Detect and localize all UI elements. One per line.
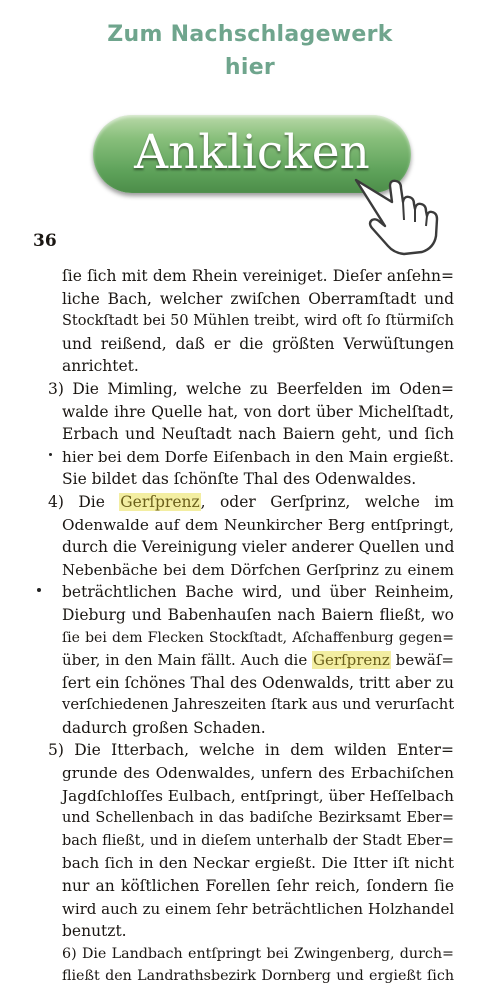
text-line: Jagdſchloſſes Eulbach, entſpringt, über Heſſelbach: [62, 786, 454, 805]
text-line: fließt den Landrathsbezirk Dornberg und ergießt ſich: [62, 968, 454, 985]
text-line: Nebenbäche bei dem Dörfchen Gerſprinz zu einem: [62, 560, 454, 579]
text-line: 3) Die Mimling, welche zu Beerfelden im Oden=: [48, 379, 454, 398]
scan-speck: [37, 588, 41, 592]
page-number: 36: [33, 231, 57, 251]
scan-speck: [49, 453, 52, 456]
text-line: über, in den Main fällt. Auch die Gerſprenz bewäſ=: [62, 651, 454, 670]
text-line: und reißend, daß er die größten Verwüſtungen: [62, 334, 454, 353]
text-line: 5) Die Itterbach, welche in dem wilden Enter=: [48, 741, 454, 760]
search-highlight: Gerſprenz: [313, 651, 390, 670]
text-line: und Schellenbach in das badiſche Bezirksamt Eber=: [62, 810, 454, 827]
text-line: verſchiedenen Jahreszeiten ſtark aus und verurſacht: [62, 696, 455, 714]
text-line: ſie ſich mit dem Rhein vereiniget. Dieſer anſehn=: [62, 267, 454, 285]
text-line: wird auch zu einem ſehr beträchtlichen Holzhandel: [62, 899, 455, 918]
text-line: ſie bei dem Flecken Stockſtadt, Aſchaffenburg gegen=: [62, 629, 454, 646]
text-line: bach fließt, und in dieſem unterhalb der Stadt Eber=: [62, 832, 454, 849]
text-line: 4) Die Gerſprenz, oder Gerſprinz, welche im: [48, 492, 454, 511]
promo-heading: [0, 18, 500, 84]
text-line: liche Bach, welcher zwiſchen Oberramſtadt und: [62, 289, 454, 308]
text-line: nur an köſtlichen Forellen ſehr reich, ſondern ſie: [62, 877, 454, 896]
book-text: [48, 265, 455, 988]
text-line: hier bei dem Dorfe Eiſenbach in den Main ergießt.: [62, 447, 454, 466]
text-line: Odenwalde auf dem Neunkircher Berg entſpringt,: [62, 515, 454, 534]
text-line: durch die Vereinigung vieler anderer Quellen und: [62, 538, 455, 557]
pointing-hand-icon: [352, 176, 442, 256]
text-line: Dieburg und Babenhauſen nach Baiern fließt, wo: [62, 605, 454, 624]
text-line: 6) Die Landbach entſpringt bei Zwingenberg, durch=: [62, 945, 454, 962]
text-line: grunde des Odenwaldes, unfern des Erbachiſchen: [62, 764, 454, 783]
text-line: ſert ein ſchönes Thal des Odenwalds, tritt aber zu: [62, 673, 454, 692]
anklicken-button-label: Anklicken: [134, 124, 370, 180]
text-line: Stockſtadt bei 50 Mühlen treibt, wird oft ſo ſtürmiſch: [62, 313, 454, 330]
text-line: Erbach und Neuſtadt nach Baiern geht, und ſich: [62, 425, 454, 444]
text-line: walde ihre Quelle hat, von dort über Michelſtadt,: [62, 402, 454, 421]
promo-heading-line1: Zum Nachschlagewerk: [107, 22, 393, 47]
text-line: Sie bildet das ſchönſte Thal des Odenwaldes.: [62, 470, 417, 489]
promo-heading-line2: hier: [224, 55, 276, 80]
text-line: anrichtet.: [62, 357, 139, 376]
text-line: bach ſich in den Neckar ergießt. Die Itter iſt nicht: [62, 854, 454, 873]
search-highlight: Gerſprenz: [120, 492, 200, 511]
text-line: benutzt.: [62, 922, 127, 941]
text-line: beträchtlichen Bache wird, und über Reinheim,: [62, 583, 454, 602]
text-line: dadurch großen Schaden.: [62, 718, 266, 737]
